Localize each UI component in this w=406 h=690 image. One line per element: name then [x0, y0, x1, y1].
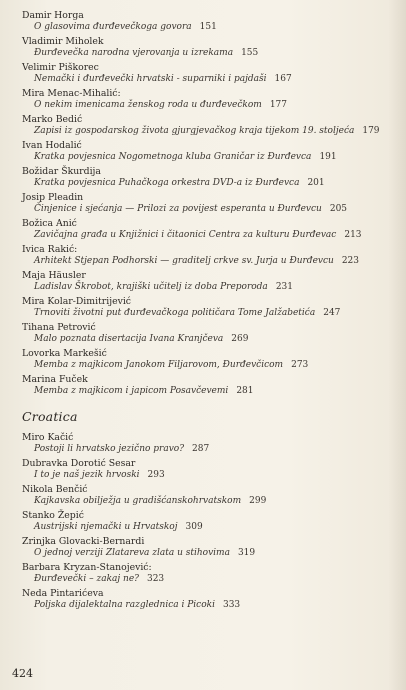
toc-entry-title: Đurđevečka narodna vjerovanja u izrekama: [34, 47, 234, 58]
toc-entry-page: 299: [249, 495, 267, 506]
toc-entry-page: 293: [147, 469, 165, 480]
toc-entry: [22, 166, 402, 189]
toc-entry: [22, 88, 402, 111]
toc-entry: [22, 348, 402, 371]
toc-entry: [22, 296, 402, 319]
toc-entry: [22, 114, 402, 137]
toc-entry-title: Kajkavska obilježja u gradišćanskohrvatskom: [34, 495, 242, 506]
toc-entry-title: Zavičajna građa u Knjižnici i čitaonici Centra za kulturu Đurđevac: [34, 229, 337, 240]
toc-entry-page: 151: [199, 21, 217, 32]
toc-entry-title-line: [22, 230, 402, 242]
toc-entry-title: Memba z majkicom i japicom Posavčevemi: [34, 385, 229, 396]
toc-entries-croatica: [22, 432, 402, 611]
toc-entry-title-line: [22, 48, 402, 60]
toc-entry-page: 247: [323, 307, 341, 318]
toc-entry-title: Činjenice i sjećanja — Prilozi za povijest esperanta u Đurđevcu: [34, 203, 322, 214]
toc-entry: [22, 458, 402, 481]
toc-entry-title-line: [22, 548, 402, 560]
toc-entry-page: 231: [275, 281, 293, 292]
toc-entry: [22, 218, 402, 241]
toc-entry: [22, 10, 402, 33]
toc-entry: [22, 322, 402, 345]
toc-entry-author: Dubravka Dorotić Sesar: [22, 458, 136, 469]
toc-entry-author: Nikola Benčić: [22, 484, 88, 495]
page-number: 424: [12, 667, 33, 680]
toc-entry-author: Lovorka Markešić: [22, 348, 107, 359]
toc-entry-title: I to je naš jezik hrvoski: [34, 469, 140, 480]
toc-entry-title: Malo poznata disertacija Ivana Kranjčeva: [34, 333, 224, 344]
toc-entry-title: Poljska dijalektalna razglednica i Picoki: [34, 599, 215, 610]
toc-entry-title: Postoji li hrvatsko jezično pravo?: [34, 443, 185, 454]
toc-entry-title-line: [22, 74, 402, 86]
toc-entry-title-line: [22, 204, 402, 216]
toc-entry-author: Velimir Piškorec: [22, 62, 99, 73]
toc-entry-page: 205: [329, 203, 348, 214]
toc-entry-title-line: [22, 334, 402, 346]
toc-entry: [22, 374, 402, 397]
toc-entry-author: Barbara Kryzan-Stanojević:: [22, 562, 152, 573]
toc-entry-title: Ladislav Škrobot, krajiški učitelj iz doba Preporoda: [34, 281, 268, 292]
toc-entry-title: Kratka povjesnica Nogometnoga kluba Graničar iz Đurđevca: [34, 151, 312, 162]
toc-entry-author: Božica Anić: [22, 218, 77, 229]
table-of-contents: [22, 10, 402, 613]
toc-entry: [22, 192, 402, 215]
toc-entry-title: Kratka povjesnica Puhačkoga orkestra DVD-a iz Đurđevca: [34, 177, 300, 188]
toc-entry-page: 323: [146, 573, 165, 584]
toc-entry-title-line: [22, 178, 402, 190]
toc-entry-page: 167: [274, 73, 292, 84]
toc-entry-author: Božidar Škurdija: [22, 166, 101, 177]
toc-entry: [22, 510, 402, 533]
toc-entry-title: Memba z majkicom Janokom Filjarovom, Đurđevčicom: [34, 359, 284, 370]
toc-entry-page: 223: [341, 255, 359, 266]
toc-entry-author: Miro Kačić: [22, 432, 74, 443]
toc-entry-page: 273: [291, 359, 309, 370]
toc-entry-page: 177: [269, 99, 288, 110]
toc-entry-page: 191: [319, 151, 337, 162]
toc-entry: [22, 432, 402, 455]
toc-entry-author: Vladimir Miholek: [22, 36, 104, 47]
toc-entry-author: Maja Häusler: [22, 270, 86, 281]
toc-entry-author: Ivan Hodalić: [22, 140, 82, 151]
toc-entry-title-line: [22, 100, 402, 112]
toc-entry: [22, 36, 402, 59]
toc-entry-title-line: [22, 308, 402, 320]
toc-entry-author: Tihana Petrović: [22, 322, 96, 333]
toc-entry-title: Nemački i đurđevečki hrvatski - suparniki i pajdaši: [34, 73, 267, 84]
toc-entry-author: Zrinjka Glovacki-Bernardi: [22, 536, 145, 547]
toc-entry-title: Zapisi iz gospodarskog života gjurgjevačkog kraja tijekom 19. stoljeća: [34, 125, 355, 136]
toc-entry-title-line: [22, 360, 402, 372]
toc-entry-title-line: [22, 152, 402, 164]
toc-entry-title-line: [22, 522, 402, 534]
toc-entry: [22, 62, 402, 85]
toc-entry-title-line: [22, 126, 402, 138]
toc-entry-title: Đurđevečki – zakaj ne?: [34, 573, 139, 584]
toc-entry-title-line: [22, 256, 402, 268]
toc-entry-title-line: [22, 22, 402, 34]
toc-entry-title-line: [22, 282, 402, 294]
toc-entry: [22, 244, 402, 267]
toc-entry-title: Austrijski njemački u Hrvatskoj: [34, 521, 178, 532]
toc-entry-page: 287: [192, 443, 210, 454]
section-heading: Croatica: [22, 409, 78, 424]
toc-entry-title-line: [22, 574, 402, 586]
toc-entry: [22, 562, 402, 585]
toc-entry-page: 281: [236, 385, 254, 396]
toc-entry-page: 179: [362, 125, 380, 136]
toc-entry-author: Neda Pintarićeva: [22, 588, 104, 599]
toc-entry: [22, 270, 402, 293]
toc-entry-author: Marko Bedić: [22, 114, 83, 125]
toc-entry-page: 201: [307, 177, 325, 188]
toc-entry: [22, 484, 402, 507]
toc-entry-title-line: [22, 496, 402, 508]
toc-entry-title: Arhitekt Stjepan Podhorski — graditelj crkve sv. Jurja u Đurđevcu: [34, 255, 334, 266]
toc-entry-title: O nekim imenicama ženskog roda u đurđevečkom: [34, 99, 262, 110]
toc-entry-author: Josip Pleadin: [22, 192, 84, 203]
toc-entry-page: 269: [231, 333, 249, 344]
toc-entry-author: Stanko Žepić: [22, 510, 84, 521]
toc-entry: [22, 588, 402, 611]
toc-entry-title: O jednoj verziji Zlatareva zlata u stihovima: [34, 547, 230, 558]
toc-entry-author: Damir Horga: [22, 10, 84, 21]
toc-entry-title-line: [22, 444, 402, 456]
toc-entry-page: 333: [222, 599, 241, 610]
toc-entry-author: Marina Fuček: [22, 374, 88, 385]
toc-entry-title: Trnoviti životni put đurđevačkoga političara Tome Jalžabetića: [34, 307, 316, 318]
toc-entry-author: Mira Menac-Mihalić:: [22, 88, 121, 99]
toc-entry-page: 213: [344, 229, 362, 240]
toc-entry-page: 309: [185, 521, 203, 532]
toc-entry-page: 319: [237, 547, 256, 558]
toc-entry-title: O glasovima đurđevečkoga govora: [34, 21, 192, 32]
toc-entry: [22, 140, 402, 163]
toc-entry-title-line: [22, 600, 402, 612]
toc-entry: [22, 536, 402, 559]
toc-entry-title-line: [22, 386, 402, 398]
toc-entry-author: Mira Kolar-Dimitrijević: [22, 296, 132, 307]
toc-entries-top: [22, 10, 402, 397]
toc-entry-author: Ivica Rakić:: [22, 244, 78, 255]
toc-entry-page: 155: [241, 47, 259, 58]
toc-entry-title-line: [22, 470, 402, 482]
